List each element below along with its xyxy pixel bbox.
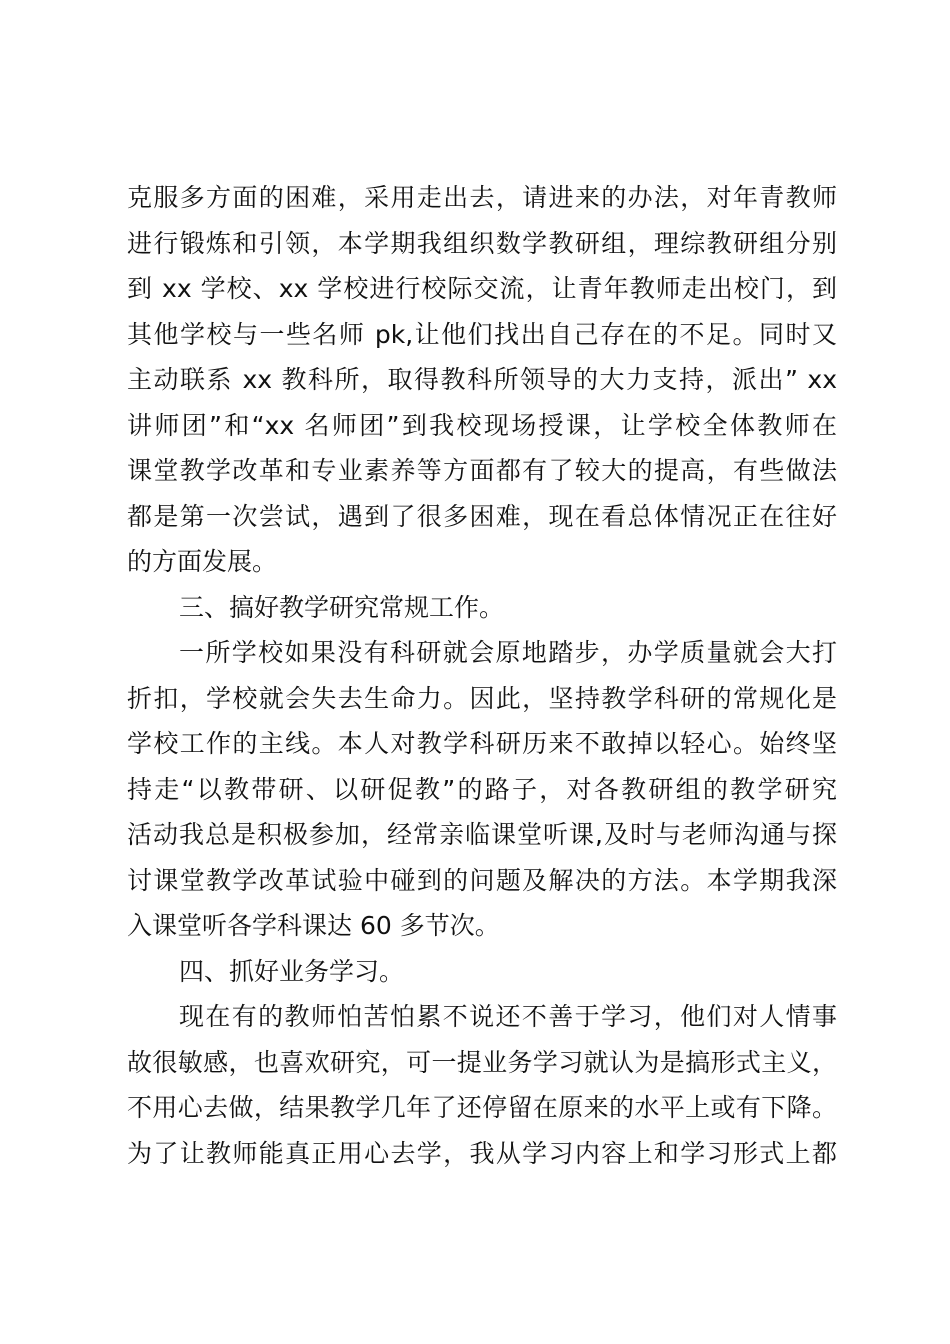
text-line: 课堂教学改革和专业素养等方面都有了较大的提高，有些做法 [127,456,837,485]
text-line: 到 xx 学校、xx 学校进行校际交流，让青年教师走出校门，到 [127,274,837,303]
text-line: 的方面发展。 [127,547,278,576]
text-line: 学校工作的主线。本人对教学科研历来不敢掉以轻心。始终坚 [127,729,837,758]
text-line: 进行锻炼和引领，本学期我组织数学教研组，理综教研组分别 [127,228,837,258]
text-line: 持走“以教带研、以研促教”的路子，对各教研组的教学研究 [127,774,837,804]
text-line: 都是第一次尝试，遇到了很多困难，现在看总体情况正在往好 [127,501,837,531]
text-line: 现在有的教师怕苦怕累不说还不善于学习，他们对人情事 [179,1002,837,1031]
text-line: 主动联系 xx 教科所，取得教科所领导的大力支持，派出” xx [127,365,837,394]
text-line: 入课堂听各学科课达 60 多节次。 [127,911,500,940]
section-heading: 四、抓好业务学习。 [179,956,405,986]
text-line: 折扣，学校就会失去生命力。因此，坚持教学科研的常规化是 [127,683,837,713]
text-line: 活动我总是积极参加，经常亲临课堂听课,及时与老师沟通与探 [127,820,837,849]
text-line: 故很敏感，也喜欢研究，可一提业务学习就认为是搞形式主义， [127,1047,837,1077]
text-line: 克服多方面的困难，采用走出去，请进来的办法，对年青教师 [127,183,837,212]
text-line: 为了让教师能真正用心去学，我从学习内容上和学习形式上都 [127,1138,837,1168]
text-line: 其他学校与一些名师 pk,让他们找出自己存在的不足。同时又 [127,319,837,349]
text-line: 一所学校如果没有科研就会原地踏步，办学质量就会大打 [179,638,837,667]
text-line: 讲师团”和“xx 名师团”到我校现场授课，让学校全体教师在 [127,410,837,440]
text-line: 不用心去做，结果教学几年了还停留在原来的水平上或有下降。 [127,1093,837,1122]
text-line: 讨课堂教学改革试验中碰到的问题及解决的方法。本学期我深 [127,865,837,895]
body-text [127,175,837,1176]
section-heading: 三、搞好教学研究常规工作。 [179,592,505,622]
